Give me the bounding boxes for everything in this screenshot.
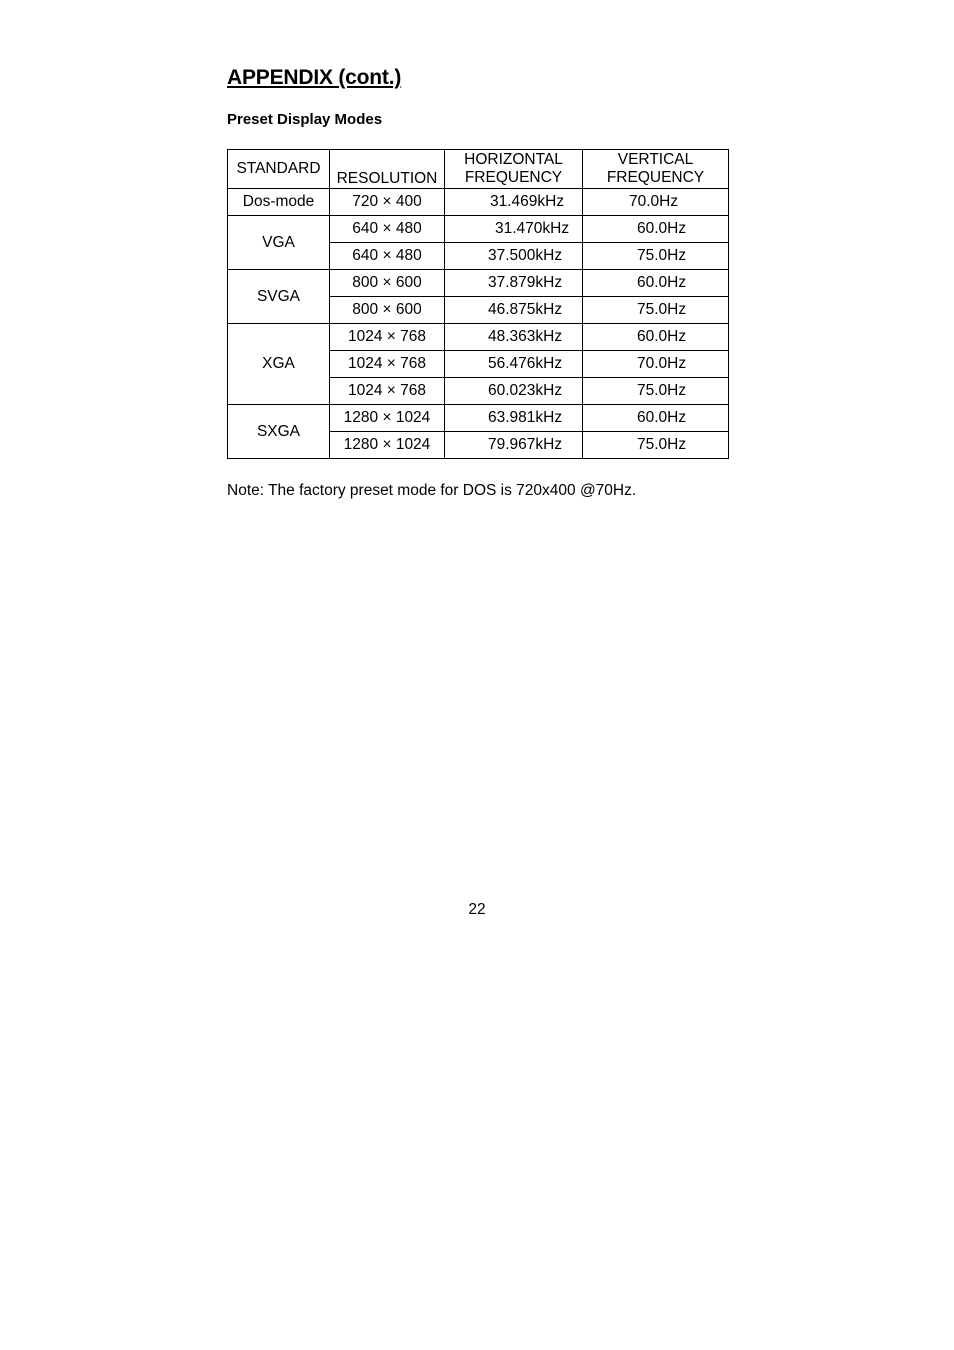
- cell-standard: XGA: [228, 324, 330, 405]
- cell-horizontal-frequency: 37.500kHz: [445, 243, 583, 270]
- cell-resolution: 1280 × 1024: [330, 405, 445, 432]
- cell-horizontal-frequency: 46.875kHz: [445, 297, 583, 324]
- cell-vertical-frequency: 70.0Hz: [583, 189, 729, 216]
- cell-horizontal-frequency: 60.023kHz: [445, 378, 583, 405]
- header-standard: STANDARD: [228, 150, 330, 189]
- cell-resolution: 640 × 480: [330, 216, 445, 243]
- cell-horizontal-frequency: 37.879kHz: [445, 270, 583, 297]
- cell-resolution: 1280 × 1024: [330, 432, 445, 459]
- cell-resolution: 720 × 400: [330, 189, 445, 216]
- cell-horizontal-frequency: 31.470kHz: [445, 216, 583, 243]
- cell-vertical-frequency: 60.0Hz: [583, 324, 729, 351]
- cell-resolution: 800 × 600: [330, 270, 445, 297]
- header-horizontal-line1: HORIZONTAL: [464, 151, 563, 168]
- header-resolution: RESOLUTION: [330, 150, 445, 189]
- cell-resolution: 1024 × 768: [330, 324, 445, 351]
- cell-horizontal-frequency: 63.981kHz: [445, 405, 583, 432]
- header-vertical-frequency: [583, 150, 729, 189]
- cell-standard: Dos-mode: [228, 189, 330, 216]
- footnote: Note: The factory preset mode for DOS is 720x400 @70Hz.: [227, 482, 637, 499]
- cell-vertical-frequency: 60.0Hz: [583, 270, 729, 297]
- table-row: [228, 270, 729, 297]
- cell-vertical-frequency: 60.0Hz: [583, 405, 729, 432]
- cell-standard: SXGA: [228, 405, 330, 459]
- table-row: [228, 405, 729, 432]
- cell-resolution: 1024 × 768: [330, 378, 445, 405]
- cell-vertical-frequency: 60.0Hz: [583, 216, 729, 243]
- cell-vertical-frequency: 75.0Hz: [583, 378, 729, 405]
- section-title: Preset Display Modes: [227, 111, 383, 128]
- page-heading: APPENDIX (cont.): [227, 66, 402, 89]
- table-row: [228, 216, 729, 243]
- cell-vertical-frequency: 75.0Hz: [583, 243, 729, 270]
- table-row: [228, 324, 729, 351]
- header-horizontal-line2: FREQUENCY: [464, 169, 563, 186]
- cell-horizontal-frequency: 31.469kHz: [445, 189, 583, 216]
- cell-resolution: 640 × 480: [330, 243, 445, 270]
- cell-horizontal-frequency: 56.476kHz: [445, 351, 583, 378]
- cell-vertical-frequency: 70.0Hz: [583, 351, 729, 378]
- header-vertical-line2: FREQUENCY: [606, 169, 705, 186]
- table-header-row: [228, 150, 729, 189]
- cell-standard: VGA: [228, 216, 330, 270]
- header-vertical-line1: VERTICAL: [617, 151, 694, 168]
- header-horizontal-frequency: [445, 150, 583, 189]
- page-number: 22: [468, 901, 486, 918]
- preset-display-modes-table: [227, 149, 729, 459]
- cell-resolution: 800 × 600: [330, 297, 445, 324]
- table-row: [228, 189, 729, 216]
- cell-horizontal-frequency: 48.363kHz: [445, 324, 583, 351]
- cell-horizontal-frequency: 79.967kHz: [445, 432, 583, 459]
- cell-vertical-frequency: 75.0Hz: [583, 432, 729, 459]
- cell-resolution: 1024 × 768: [330, 351, 445, 378]
- cell-standard: SVGA: [228, 270, 330, 324]
- cell-vertical-frequency: 75.0Hz: [583, 297, 729, 324]
